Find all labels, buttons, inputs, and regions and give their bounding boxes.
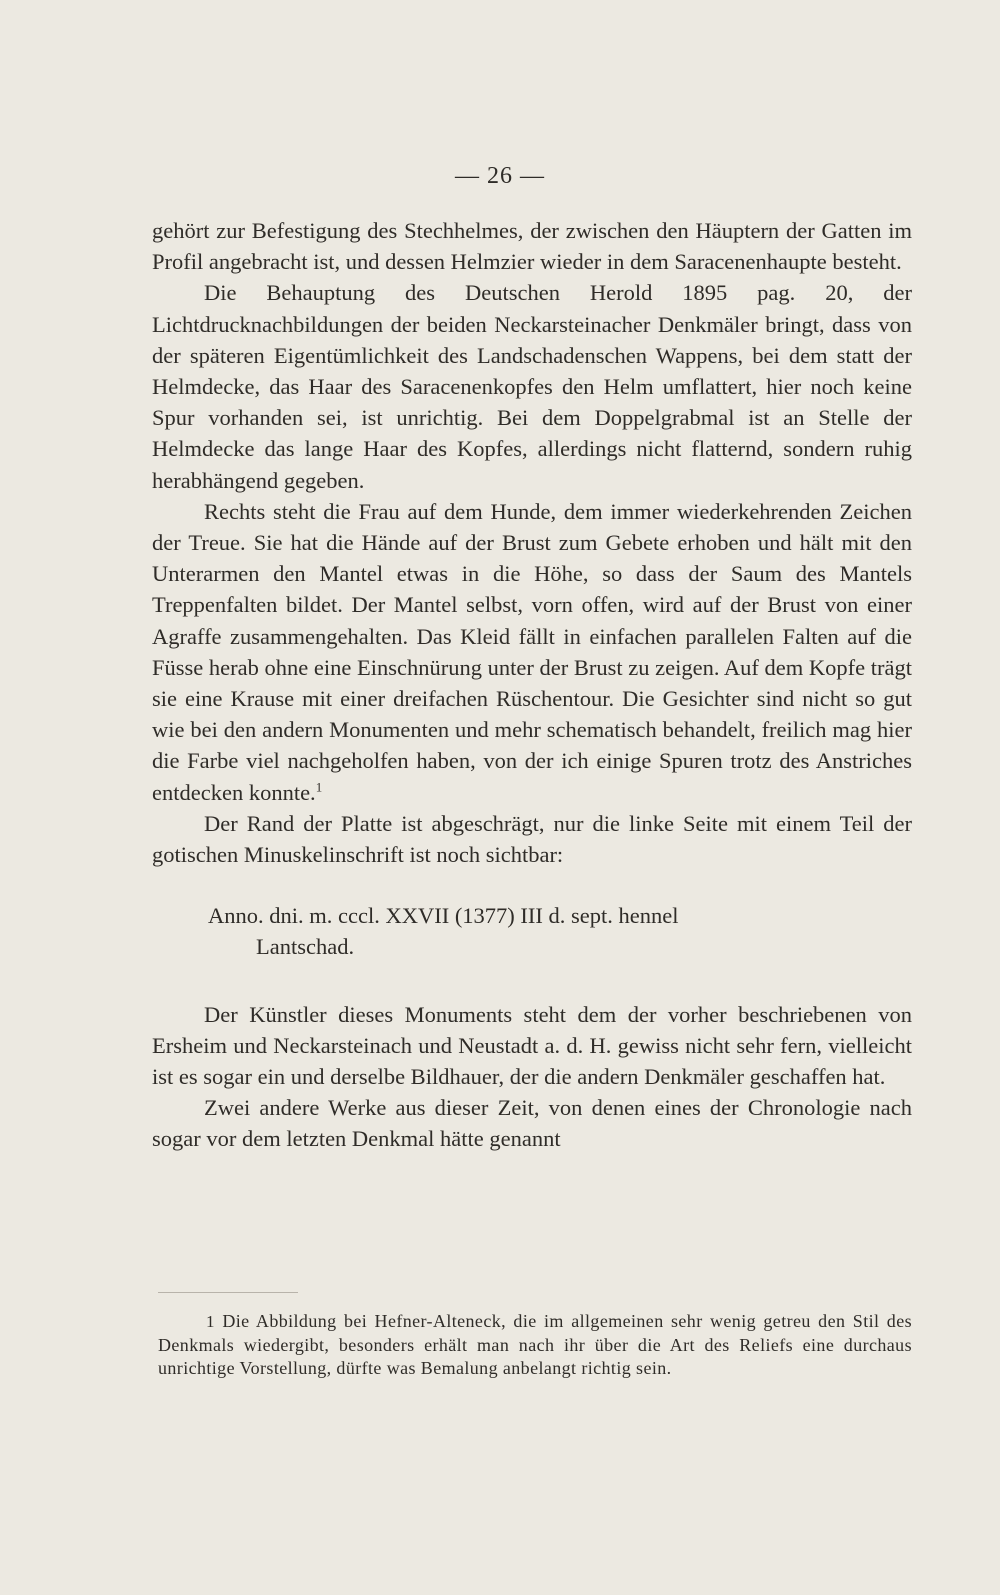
page-number: — 26 — bbox=[455, 163, 545, 189]
paragraph-4: Der Rand der Platte ist abgeschrägt, nur die linke Seite mit einem Teil der gotischen Minuskelinschrift ist noch sichtbar: bbox=[152, 810, 912, 868]
footnote-text: Die Abbildung bei Hefner-Alteneck, die im allgemeinen sehr wenig getreu den Stil des Denkmals wiedergibt, besonders erhält man nach ihr über die Art des Reliefs eine durchaus unrichtige Vorstellung, dürfte was Bemalung anbelangt richtig sein. bbox=[158, 1311, 912, 1378]
footnote-reference: 1 bbox=[315, 779, 323, 795]
inscription-quote bbox=[152, 900, 912, 962]
paragraph-6: Zwei andere Werke aus dieser Zeit, von denen eines der Chronologie nach sogar vor dem letzten Denkmal hätte genannt bbox=[152, 1095, 912, 1152]
paragraph-3 bbox=[152, 496, 912, 808]
footnote-paragraph bbox=[158, 1310, 912, 1381]
paragraph-5: Der Künstler dieses Monuments steht dem der vorher beschriebenen von Ersheim und Neckarsteinach und Neustadt a. d. H. gewiss nicht sehr fern, vielleicht ist es sogar ein und derselbe Bildhauer, der die andern Denkmäler geschaffen hat. bbox=[152, 1001, 912, 1090]
footnote-marker: 1 bbox=[206, 1312, 215, 1331]
footnote-divider bbox=[158, 1292, 298, 1293]
paragraph-1: gehört zur Befestigung des Stechhelmes, der zwischen den Häuptern der Gatten im Profil angebracht ist, und dessen Helmzier wieder in dem Saracenenhaupte besteht. bbox=[152, 218, 912, 275]
main-text bbox=[152, 215, 912, 1155]
inscription-line-2: Lantschad. bbox=[256, 934, 355, 960]
paragraph-3-text: Rechts steht die Frau auf dem Hunde, dem immer wiederkehrenden Zeichen der Treue. Sie hat die Hände auf der Brust zum Gebete erhoben und hält mit den Unterarmen den Mantel etwas in die Höhe, so dass der Saum des Mantels Treppenfalten bildet. Der Mantel selbst, vorn offen, wird auf der Brust von einer Agraffe zusammengehalten. Das Kleid fällt in einfachen parallelen Falten auf die Füsse herab ohne eine Einschnürung unter der Brust zu zeigen. Auf dem Kopfe trägt sie eine Krause mit einer dreifachen Rüschentour. Die Gesichter sind nicht so gut wie bei den andern Monumenten und mehr schematisch behandelt, freilich mag hier die Farbe viel nachgeholfen haben, von der ich einige Spuren trotz des Anstriches entdecken konnte. bbox=[152, 498, 912, 805]
footnote bbox=[158, 1310, 912, 1381]
inscription-line-1: Anno. dni. m. cccl. XXVII (1377) III d. sept. hennel bbox=[208, 903, 679, 929]
paragraph-2: Die Behauptung des Deutschen Herold 1895 pag. 20, der Lichtdrucknachbildungen der beiden Neckarsteinacher Denkmäler bringt, dass von der späteren Eigentümlichkeit des Landschadenschen Wappens, bei dem statt der Helmdecke, das Haar des Saracenenkopfes den Helm umflattert, hier noch keine Spur vorhanden sei, ist unrichtig. Bei dem Doppelgrabmal ist an Stelle der Helmdecke das lange Haar des Kopfes, allerdings nicht flatternd, sondern ruhig herabhängend gegeben. bbox=[152, 280, 912, 493]
